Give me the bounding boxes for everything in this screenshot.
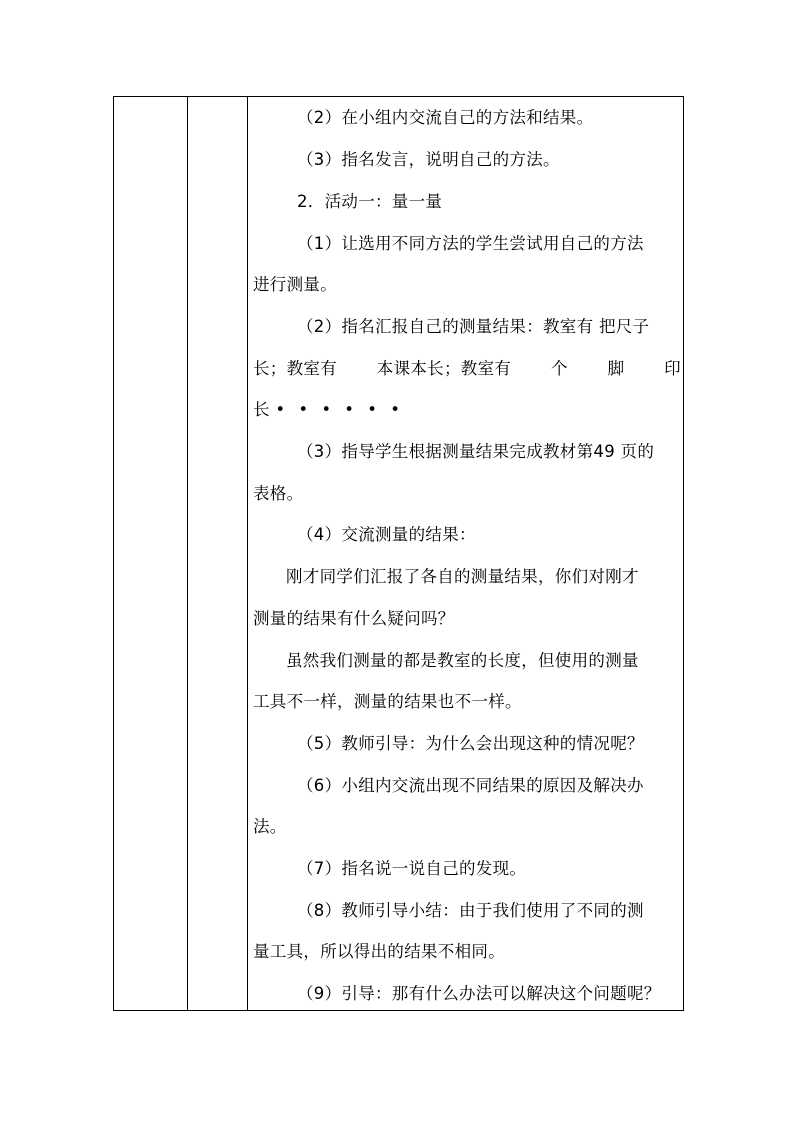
text-line: （7）指名说一说自己的发现。 [297, 859, 527, 878]
text-line [253, 399, 681, 421]
text-line: （4）交流测量的结果： [297, 525, 476, 544]
text-line: （2）指名汇报自己的测量结果：教室有 把尺子 [297, 317, 650, 336]
text-line: 刚才同学们汇报了各自的测量结果，你们对刚才 [286, 567, 639, 586]
text-line: 工具不一样，测量的结果也不一样。 [253, 692, 522, 711]
text-line-justified [253, 358, 681, 380]
text-line: 法。 [253, 817, 287, 836]
text-fragment: 印 [664, 359, 681, 378]
text-line: 2．活动一：量一量 [297, 192, 443, 211]
text-fragment: 个 [550, 359, 568, 378]
column-divider-1 [187, 97, 188, 1010]
text-fragment: 脚 [607, 359, 625, 378]
text-line: （3）指导学生根据测量结果完成教材第49 页的 [297, 442, 655, 461]
text-line: （8）教师引导小结：由于我们使用了不同的测 [297, 901, 644, 920]
ellipsis-dots: • • • • • • [275, 400, 404, 419]
column-divider-2 [247, 97, 248, 1010]
text-line: 量工具，所以得出的结果不相同。 [253, 942, 505, 961]
text-line: （3）指名发言，说明自己的方法。 [297, 150, 560, 169]
text-line: （9）引导：那有什么办法可以解决这个问题呢？ [297, 984, 661, 1003]
text-line: （6）小组内交流出现不同结果的原因及解决办 [297, 776, 644, 795]
text-fragment: 本课本长；教室有 [376, 359, 512, 378]
lesson-table [113, 96, 684, 1011]
text-fragment: 长；教室有 [253, 359, 337, 378]
text-line: 进行测量。 [253, 275, 337, 294]
text-line: （2）在小组内交流自己的方法和结果。 [297, 108, 594, 127]
text-line: （1）让选用不同方法的学生尝试用自己的方法 [297, 234, 644, 253]
text-line: 测量的结果有什么疑问吗？ [253, 609, 455, 628]
text-fragment: 长 [253, 400, 270, 419]
content-cell [253, 97, 681, 1010]
text-line: 表格。 [253, 484, 304, 503]
text-line: （5）教师引导：为什么会出现这种的情况呢？ [297, 734, 644, 753]
text-line: 虽然我们测量的都是教室的长度，但使用的测量 [286, 651, 639, 670]
